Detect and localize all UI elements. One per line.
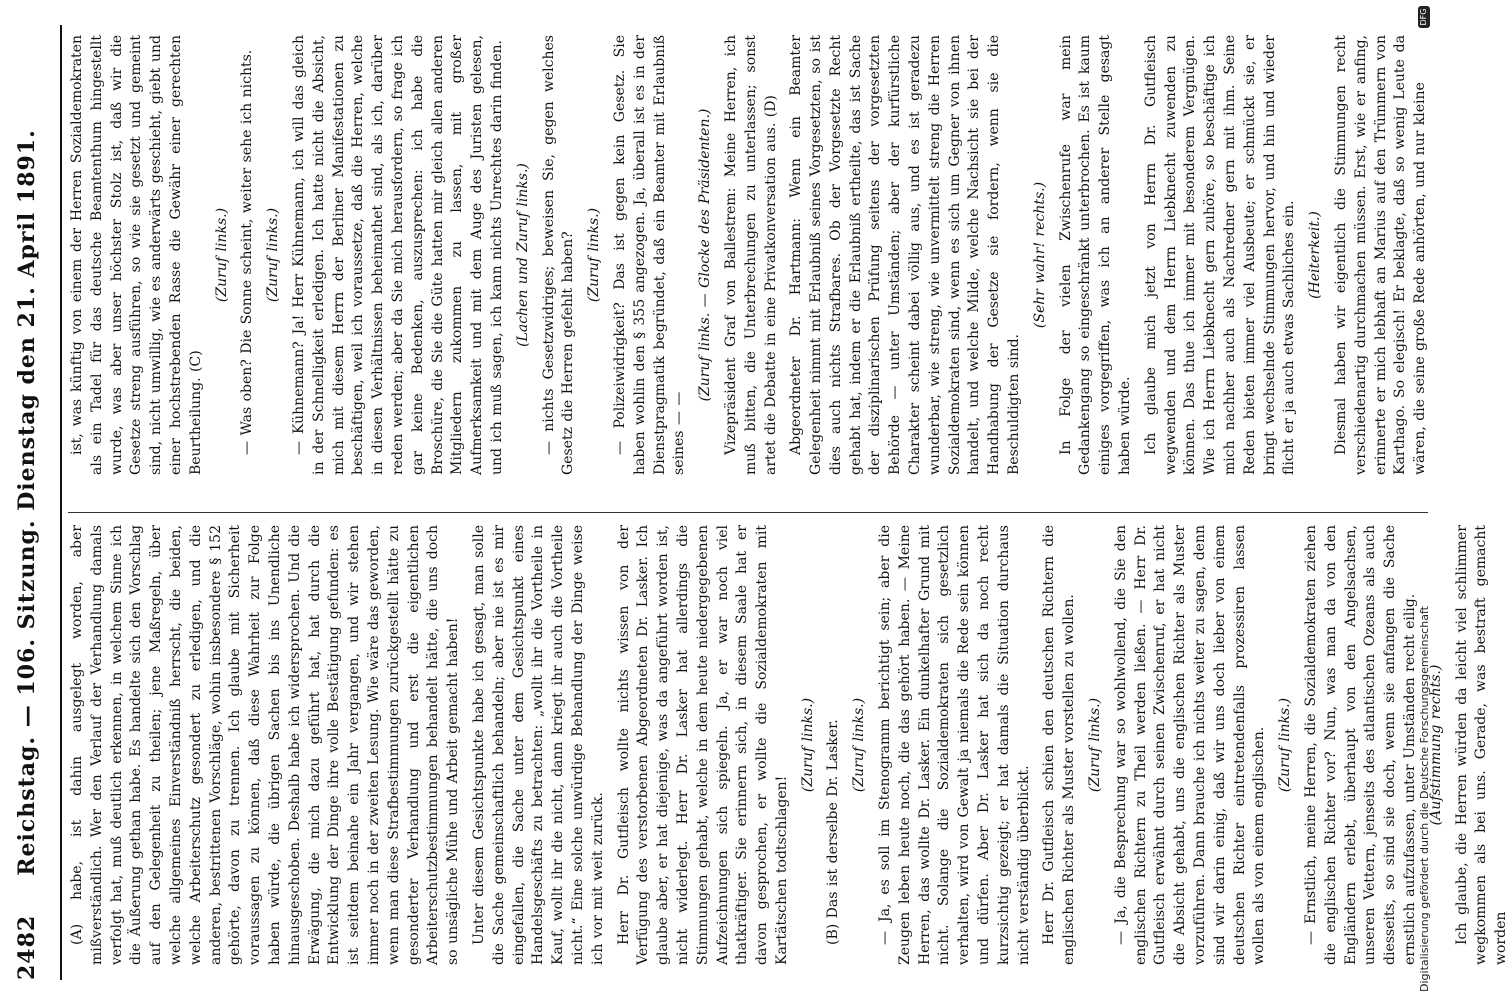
paragraph: In Folge der vielen Zwischenrufe war mein Gedankengang so eingeschränkt unterbrochen. Es ist kaum einiges vorgegriffen, was ich an anderer Stelle gesagt haben würde. <box>1057 35 1134 475</box>
header-rule <box>60 25 62 980</box>
interjection: (Sehr wahr! rechts.) <box>1031 181 1048 329</box>
paragraph: Unter diesem Gesichtspunkte habe ich gesagt, man solle die Sache gemeinschaftlich behandeln; aber nie ist es mir eingefallen, die Sache unter dem Gesichtspunkt eines Handelsgeschäfts zu betrachten: „wollt ihr die Vortheile in Kauf, wollt ihr die nicht, dann kriegt ihr auch die Vortheile nicht.“ Eine solche unwürdige Behandlung der Dinge weise ich vor mit weit zurück. <box>470 525 606 965</box>
paragraph: ist, was künftig von einem der Herren Sozialdemokraten als ein Tadel für das deutsche Beamtenthum hingestellt wurde, was aber unser höchster Stolz ist, daß wir die Gesetze streng ausführen, so wie sie gesetzt und gemeint sind, nicht umwillig, wie es anderwärts geschieht, giebt und einer hochstrebenden Rasse die Gewähr einer gerechten Beurtheilung. (C) <box>69 35 204 475</box>
interjection: (Heiterkeit.) <box>1307 211 1324 299</box>
paragraph: — nichts Gesetzwidriges; beweisen Sie, gegen welches Gesetz die Herren gefehlt haben? <box>540 35 577 475</box>
paragraph: — Ja, die Besprechung war so wohlwollend, die Sie den englischen Richtern zu Theil werden ließen. — Herr Dr. Gutfleisch erwähnt durch seinen Zwischenruf, er hat nicht die Absicht gehabt, uns die englischen Richter als Muster vorzuführen. Dann brauche ich nichts weiter zu sagen, denn sind wir darin einig, daß wir uns doch lieber von einem deutschen Richter eintretendenfalls prozessiren lassen wollen als von einem englischen. <box>1112 525 1268 965</box>
paragraph: Diesmal haben wir eigentlich die Stimmungen recht verschiedenartig durchmachen müssen. Erst, wie er anfing, erinnerte er mich lebhaft an Marius auf den Trümmern von Karthago. So elegisch! Er beklagte, daß so wenig Leute da wären, die seine große Rede anhörten, und nur kleine <box>1333 35 1429 475</box>
paragraph: Ich glaube mich jetzt von Herrn Dr. Gutfleisch wegwenden und dem Herrn Liebknecht zuwenden zu können. Das thue ich immer mit besonderem Vergnügen. Wie ich Herrn Liebknecht gern zuhöre, so beschäftige ich mich nachher auch als Nachredner gern mit ihm. Seine Reden bieten immer viel Ausbeute; er schmückt sie, er bringt wechselnde Stimmungen hervor, und hin und wieder flicht er ja auch etwas Sachliches ein. <box>1142 35 1298 475</box>
interjection: (Lachen und Zuruf links.) <box>514 163 531 347</box>
interjection: (Zuruf links.) <box>851 697 868 793</box>
paragraph: — Kühnemann? Ja! Herr Kühnemann, ich will das gleich in der Schnelligkeit erledigen. Ich hatte nicht die Absicht, mich mit diesem Herrn der Berliner Manifestationen zu beschäftigen, weil ich voraussetze, daß die Herren, welche in diesen Verhältnissen beheimathet sind, als ich, darüber reden werden; aber da Sie mich herausfordern, so frage ich gar keine Bedenken, auszusprechen: ich habe die Broschüre, die Sie die Güte hatten mir gleich allen anderen Mitgliedern zukommen zu lassen, mit großer Aufmerksamkeit und mit dem Auge des Juristen gelesen, und ich muß sagen, ich kann nichts Unrechtes darin finden. <box>290 35 505 475</box>
paragraph: (A) habe, ist dahin ausgelegt worden, aber mißverständlich. Wer den Verlauf der Verhandlung damals verfolgt hat, muß deutlich erkennen, in welchem Sinne ich die Äußerung gethan habe. Es handelte sich den Vorschlag auf den Gelegenheit zu theilen; jene Maßregeln, über welche allgemeines Einverständniß herrscht, die beiden, welche Arbeiterschutz gesondert zu erledigen, und die anderen, bestrittenen Vorschläge, wohin insbesondere § 152 gehörte, davon zu trennen. Ich glaube mit Sicherheit voraussagen zu können, daß diese Wahrheit zur Folge haben würde, die übrigen Sachen bis ins Unendliche hinausgeschoben. Deshalb habe ich widersprochen. Und die Erwägung, die mich dazu geführt hat, hat durch die Entwicklung der Dinge ihre volle Bestätigung gefunden: es ist seitdem beinahe ein Jahr vergangen, und wir stehen immer noch in der zweiten Lesung. Wie wäre das geworden, wenn man diese Strafbestimmungen zurückgestellt hätte zu gesonderter Verhandlung und erst die eigentlichen Arbeiterschutzbestimmungen behandelt hätte, die uns doch so unsägliche Mühe und Arbeit gemacht haben! <box>69 525 462 965</box>
paragraph: Herr Dr. Gutfleisch wollte nichts wissen von der Verfügung des verstorbenen Abgeordneten Dr. Lasker. Ich glaube aber, er hat diejenige, was da angeführt worden ist, nicht widerlegt. Herr Dr. Lasker hat allerdings die Stimmungen gehabt, welche in dem heute niedergegebenen Aufzeichnungen sich spiegeln. Ja, er war noch viel thatkräftiger. Sie erinnern sich, in diesem Saale hat er davon gesprochen, er wollte die Sozialdemokraten mit Kartätschen todtschlagen! <box>615 525 790 965</box>
paragraph: (B) Das ist derselbe Dr. Lasker. <box>825 719 842 945</box>
interjection: (Zuruf links.) <box>1087 697 1104 793</box>
page-title: Reichstag. — 106. Sitzung. Dienstag den 21. April 1891. <box>14 129 40 876</box>
paragraph: Herr Dr. Gutfleisch schien den deutschen Richtern die englischen Richter als Muster vorstellen zu wollen. <box>1041 525 1078 965</box>
paragraph: Abgeordneter Dr. Hartmann: Wenn ein Beamter Gelegenheit nimmt mit Erlaubniß seines Vorgesetzten, so ist dies auch nichts Strafbares. Ob der Vorgesetzte Recht gehabt hat, indem er die Erlaubniß ertheilte, das ist Sache der disziplinarischen Prüfung seitens der vorgesetzten Behörde — unter Umständen; aber der kurfürstliche Charakter scheint dabei völlig aus, und es ist geradezu wunderbar, wie streng, wie unvermittelt streng die Herren Sozialdemokraten sind, wenn es sich um Gegner von ihnen handelt, und welche Milde, welche Nachsicht sie bei der Handhabung der Gesetze sie fordern, wenn sie die Beschuldigten sind. <box>788 35 1023 475</box>
interjection: (Zuruf links.) <box>265 207 282 303</box>
paragraph: — Was oben? Die Sonne scheint, weiter sehe ich nichts. <box>239 49 256 455</box>
page-number: 2482 <box>14 914 40 980</box>
interjection: (Zuruf links.) <box>799 697 816 793</box>
column-divider <box>68 512 1428 513</box>
paragraph: — Ja, es soll im Stenogramm berichtigt sein; aber die Zeugen leben heute noch, die das gehört haben. — Meine Herren, das wollte Dr. Lasker. Ein dunkelhafter Grund mit nicht. Solange die Sozialdemokraten sich gesetzlich verhalten, wird von Gewalt ja niemals die Rede sein können und dürfen. Aber Dr. Lasker hat sich da noch recht kurzsichtig gezeigt; er hat damals die Situation durchaus nicht verständig überblickt. <box>877 525 1032 965</box>
paragraph: — Ernstlich, meine Herren, die Sozialdemokraten ziehen die englischen Richter vor? Nun, was man da von den Engländern erlebt, überhaupt von den Angelsachsen, unseren Vettern, jenseits des atlantischen Ozeans als auch diesseits, so sind sie doch, wenn sie anfangen die Sache ernstlich aufzufassen, unter Umständen recht eilig. <box>1303 525 1418 965</box>
dfg-logo: DFG <box>1418 6 1430 28</box>
left-column <box>68 525 1510 965</box>
interjection: (Aufstimmung rechts.) <box>1427 664 1444 826</box>
right-column <box>68 35 1448 475</box>
footer <box>1418 0 1432 1000</box>
interjection: (Zuruf links.) <box>213 207 230 303</box>
paragraph: Ich glaube, die Herren würden da leicht viel schlimmer wegkommen als bei uns. Gerade, was bestraft gemacht worden <box>1453 525 1510 965</box>
paragraph: — Polizeiwidrigkeit? Das ist gegen kein Gesetz. Sie haben wohlin den § 355 angezogen. Ja, überall ist es in der Dienstpragmatik begründet, daß ein Beamter mit Erlaubniß seines — — <box>611 35 688 475</box>
interjection: (Zuruf links.) <box>586 207 603 303</box>
footer-credit: Digitalisierung gefördert durch die Deutsche Forschungsgemeinschaft <box>1418 606 1431 992</box>
paragraph: Vizepräsident Graf von Ballestrem: Meine Herren, ich muß bitten, die Unterbrechungen zu unterlassen; sonst artet die Debatte in eine Privatkonversation aus. (D) <box>722 35 779 475</box>
page-header <box>8 25 48 980</box>
interjection: (Zuruf links. — Glocke des Präsidenten.) <box>697 108 714 402</box>
interjection: (Zuruf links.) <box>1277 697 1294 793</box>
